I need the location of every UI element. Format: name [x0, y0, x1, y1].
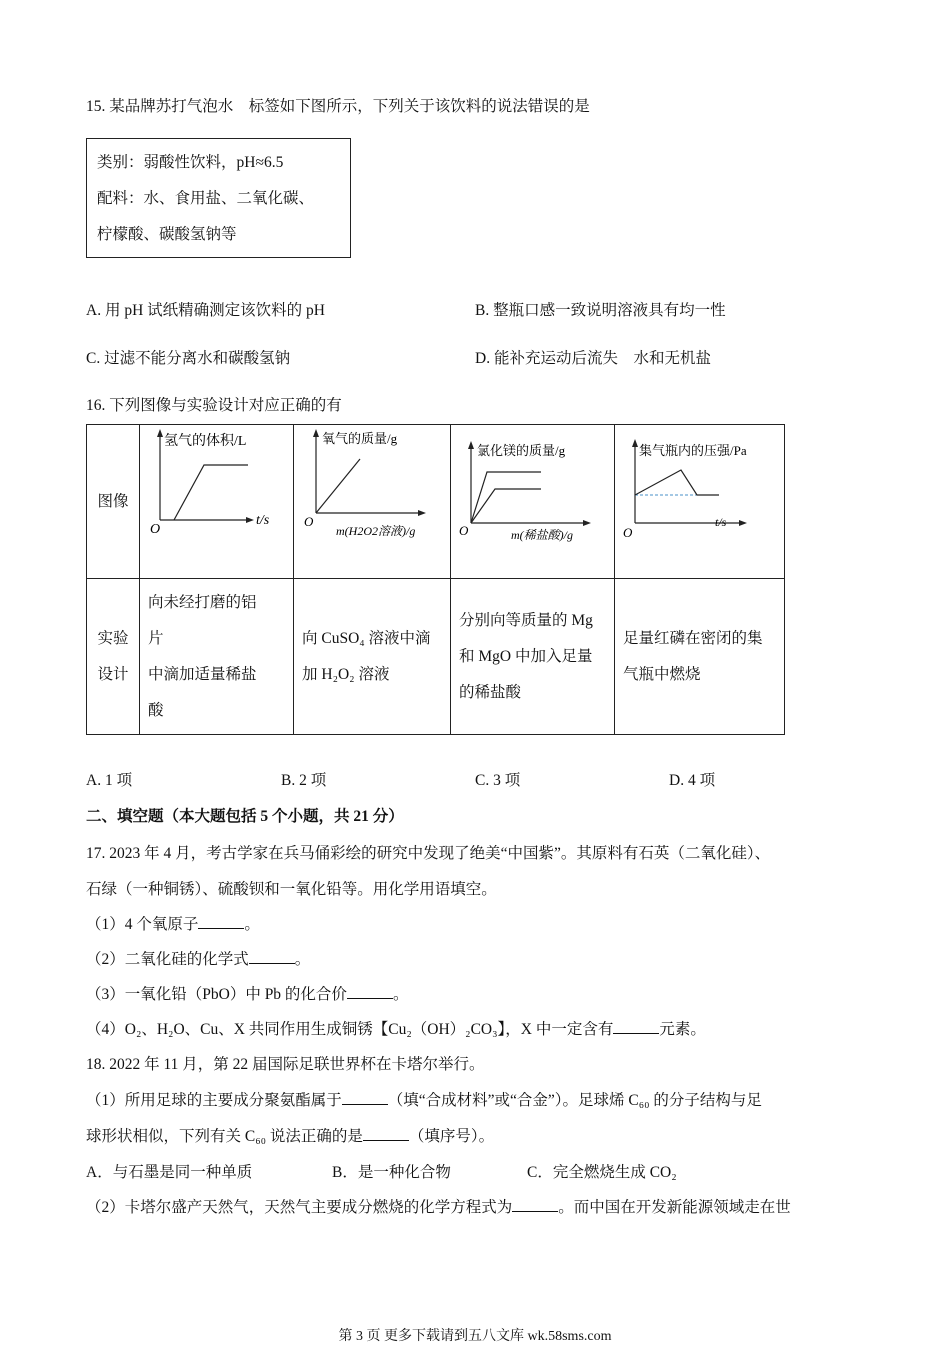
q16-option-a: A. 1 项	[86, 772, 133, 789]
design3-line: 分别向等质量的 Mg	[459, 611, 593, 629]
graph4-ylabel: 集气瓶内的压强/Pa	[639, 443, 747, 458]
graph1-origin: O	[150, 522, 161, 537]
graph2-xlabel: m(H2O2溶液)/g	[336, 524, 416, 538]
answer-blank[interactable]	[512, 1197, 558, 1212]
q15-option-a: A. 用 pH 试纸精确测定该饮料的 pH	[86, 302, 325, 319]
design-cell-4	[615, 579, 785, 735]
q17-sub4	[86, 1017, 706, 1039]
q17-sub3-text: （3）一氧化铅（PbO）中 Pb 的化合价	[86, 986, 347, 1003]
q18-sub1-line2-end: （填序号）。	[408, 1128, 495, 1145]
q17-line2: 石绿（一种铜锈）、硫酸钡和一氧化铅等。用化学用语填空。	[86, 881, 497, 898]
graph1-ylabel: 氢气的体积/L	[164, 434, 247, 449]
design-cell-1	[140, 579, 294, 735]
answer-blank[interactable]	[249, 949, 295, 964]
q18-option-a: A．与石墨是同一种单质	[86, 1164, 253, 1181]
design2-line: 加 H₂O₂ 溶液	[302, 665, 390, 683]
graph3-xlabel: m(稀盐酸)/g	[511, 528, 573, 542]
design1-line: 片	[148, 629, 164, 647]
q17-sub2-text: （2）二氧化硅的化学式	[86, 951, 249, 968]
design1-line: 中滴加适量稀盐	[148, 665, 257, 683]
label-line: 类别：弱酸性饮料，pH≈6.5	[97, 154, 284, 171]
graph-cell-4	[615, 425, 785, 579]
graph-cell-1	[140, 425, 294, 579]
q16-option-d: D. 4 项	[669, 772, 716, 789]
graph4-origin: O	[623, 525, 633, 540]
q17-sub2	[86, 947, 310, 969]
q17-sub1-text: （1）4 个氧原子	[86, 916, 199, 933]
q17-sub3-end: 。	[392, 986, 409, 1003]
graph-bottle-pressure	[615, 425, 784, 573]
q18-sub1-text: （1）所用足球的主要成分聚氨酯属于	[86, 1092, 342, 1109]
graph3-origin: O	[459, 523, 469, 538]
design3-line: 和 MgO 中加入足量	[459, 647, 593, 665]
graph-hydrogen-volume	[140, 425, 293, 573]
section-title: 二、填空题（本大题包括 5 个小题，共 21 分）	[86, 808, 404, 825]
q15-option-c: C. 过滤不能分离水和碳酸氢钠	[86, 350, 291, 367]
q15-stem: 15. 某品牌苏打气泡水 标签如下图所示，下列关于该饮料的说法错误的是	[86, 98, 590, 115]
q16-option-b: B. 2 项	[281, 772, 327, 789]
row-head-graph: 图像	[87, 425, 140, 579]
q18-sub2-text: （2）卡塔尔盛产天然气，天然气主要成分燃烧的化学方程式为	[86, 1199, 513, 1216]
graph2-ylabel: 氧气的质量/g	[322, 431, 398, 446]
q15-option-d: D. 能补充运动后流失 水和无机盐	[475, 350, 711, 367]
graph2-origin: O	[304, 514, 314, 529]
answer-blank[interactable]	[342, 1090, 388, 1105]
q18-sub1-line2-text: 球形状相似，下列有关 C₆₀ 说法正确的是	[86, 1128, 363, 1145]
label-line: 配料：水、食用盐、二氧化碳、	[97, 190, 315, 207]
product-label-box	[86, 138, 351, 258]
graph4-xlabel: t/s	[715, 515, 727, 529]
q17-sub4-text: （4）O₂、H₂O、Cu、X 共同作用生成铜锈【Cu₂（OH）₂CO₃】，X 中一定含有	[86, 1021, 614, 1038]
answer-blank[interactable]	[347, 984, 393, 999]
graph1-xlabel: t/s	[256, 513, 270, 528]
graph3-ylabel: 氯化镁的质量/g	[477, 443, 566, 458]
graph-oxygen-mass	[294, 425, 450, 573]
design-cell-2	[294, 579, 451, 735]
q17-sub4-end: 元素。	[659, 1021, 706, 1038]
q17-sub1	[86, 912, 260, 934]
q18-option-b: B．是一种化合物	[332, 1164, 451, 1181]
design3-line: 的稀盐酸	[459, 683, 522, 701]
q15-option-b: B. 整瓶口感一致说明溶液具有均一性	[475, 302, 726, 319]
q16-option-c: C. 3 项	[475, 772, 521, 789]
answer-blank[interactable]	[363, 1126, 409, 1141]
q17-sub1-end: 。	[244, 916, 260, 933]
q18-sub1	[86, 1088, 762, 1110]
q17-sub2-end: 。	[294, 951, 311, 968]
graph-cell-2	[294, 425, 451, 579]
design4-line: 气瓶中燃烧	[623, 665, 701, 683]
answer-blank[interactable]	[613, 1019, 659, 1034]
q18-sub1-line2	[86, 1124, 494, 1146]
graph-magnesium-chloride-mass	[451, 425, 614, 573]
graph-cell-3	[451, 425, 615, 579]
q18-sub2	[86, 1195, 791, 1217]
q18-option-c: C．完全燃烧生成 CO₂	[527, 1164, 677, 1181]
q18-sub2-cont: 。而中国在开发新能源领域走在世	[558, 1199, 791, 1216]
page-footer: 第 3 页 更多下载请到五八文库 wk.58sms.com	[338, 1329, 612, 1344]
q16-stem: 16. 下列图像与实验设计对应正确的有	[86, 397, 342, 414]
row-head-design-l1: 实验	[97, 629, 129, 647]
q18-line1: 18. 2022 年 11 月，第 22 届国际足联世界杯在卡塔尔举行。	[86, 1056, 485, 1073]
q16-table	[86, 424, 785, 735]
q18-sub1-cont: （填“合成材料”或“合金”）。足球烯 C₆₀ 的分子结构与足	[387, 1092, 762, 1109]
q17-sub3	[86, 982, 408, 1004]
design4-line: 足量红磷在密闭的集	[623, 629, 763, 647]
answer-blank[interactable]	[198, 914, 244, 929]
label-line: 柠檬酸、碳酸氢钠等	[97, 226, 237, 243]
row-head-design	[87, 579, 140, 735]
design-cell-3	[451, 579, 615, 735]
design1-line: 向未经打磨的铝	[148, 593, 257, 611]
design1-line: 酸	[148, 701, 164, 719]
design2-line: 向 CuSO₄ 溶液中滴	[302, 629, 431, 647]
q17-line1: 17. 2023 年 4 月，考古学家在兵马俑彩绘的研究中发现了绝美“中国紫”。其原料有石英（二氧化硅）、	[86, 845, 771, 862]
row-head-design-l2: 设计	[97, 665, 129, 683]
